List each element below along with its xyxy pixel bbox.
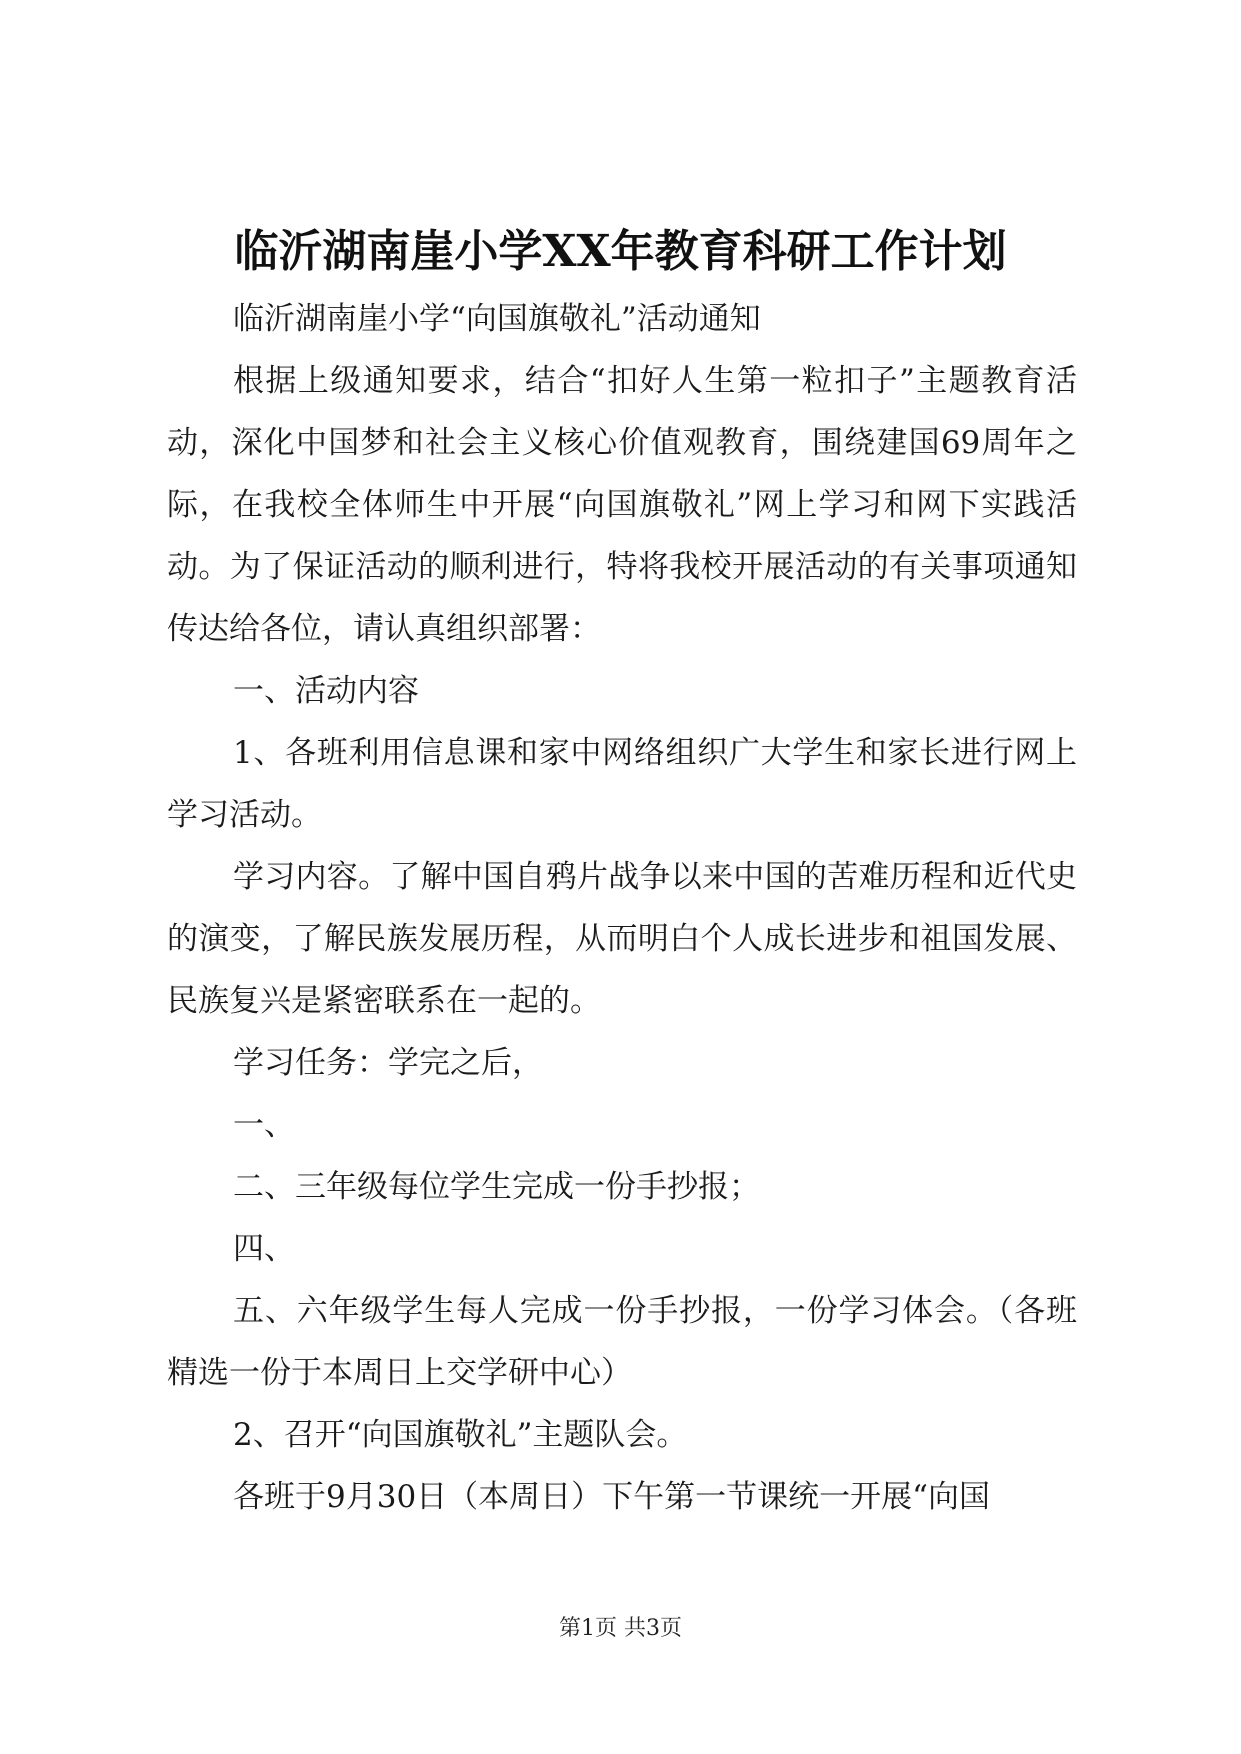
document-title: 临沂湖南崖小学XX年教育科研工作计划 <box>234 226 1007 277</box>
paragraph-list-two: 二、三年级每位学生完成一份手抄报； <box>233 1169 760 1205</box>
paragraph-list-one: 一、 <box>233 1107 295 1143</box>
paragraph-study-content: 学习内容。了解中国自鸦片战争以来中国的苦难历程和近代史的演变，了解民族发展历程，从而明白个人成长进步和祖国发展、民族复兴是紧密联系在一起的。 <box>167 859 1077 1019</box>
paragraph-notice-title: 临沂湖南崖小学“向国旗敬礼”活动通知 <box>233 301 761 337</box>
paragraph-item-1: 1、各班利用信息课和家中网络组织广大学生和家长进行网上学习活动。 <box>167 735 1077 833</box>
document-body <box>167 288 1077 1528</box>
page-number-footer: 第1页 共3页 <box>559 1616 682 1641</box>
paragraph-list-five: 五、六年级学生每人完成一份手抄报，一份学习体会。（各班精选一份于本周日上交学研中心） <box>167 1293 1077 1391</box>
paragraph-class-meeting: 各班于9月30日（本周日）下午第一节课统一开展“向国 <box>233 1479 991 1515</box>
paragraph-list-four: 四、 <box>233 1231 295 1267</box>
paragraph-item-2: 2、召开“向国旗敬礼”主题队会。 <box>233 1417 688 1453</box>
paragraph-section-heading: 一、活动内容 <box>233 673 419 709</box>
paragraph-study-task: 学习任务：学完之后， <box>233 1045 543 1081</box>
paragraph-intro: 根据上级通知要求，结合“扣好人生第一粒扣子”主题教育活动，深化中国梦和社会主义核心价值观教育，围绕建国69周年之际，在我校全体师生中开展“向国旗敬礼”网上学习和网下实践活动。为了保证活动的顺利进行，特将我校开展活动的有关事项通知传达给各位，请认真组织部署： <box>167 363 1077 647</box>
